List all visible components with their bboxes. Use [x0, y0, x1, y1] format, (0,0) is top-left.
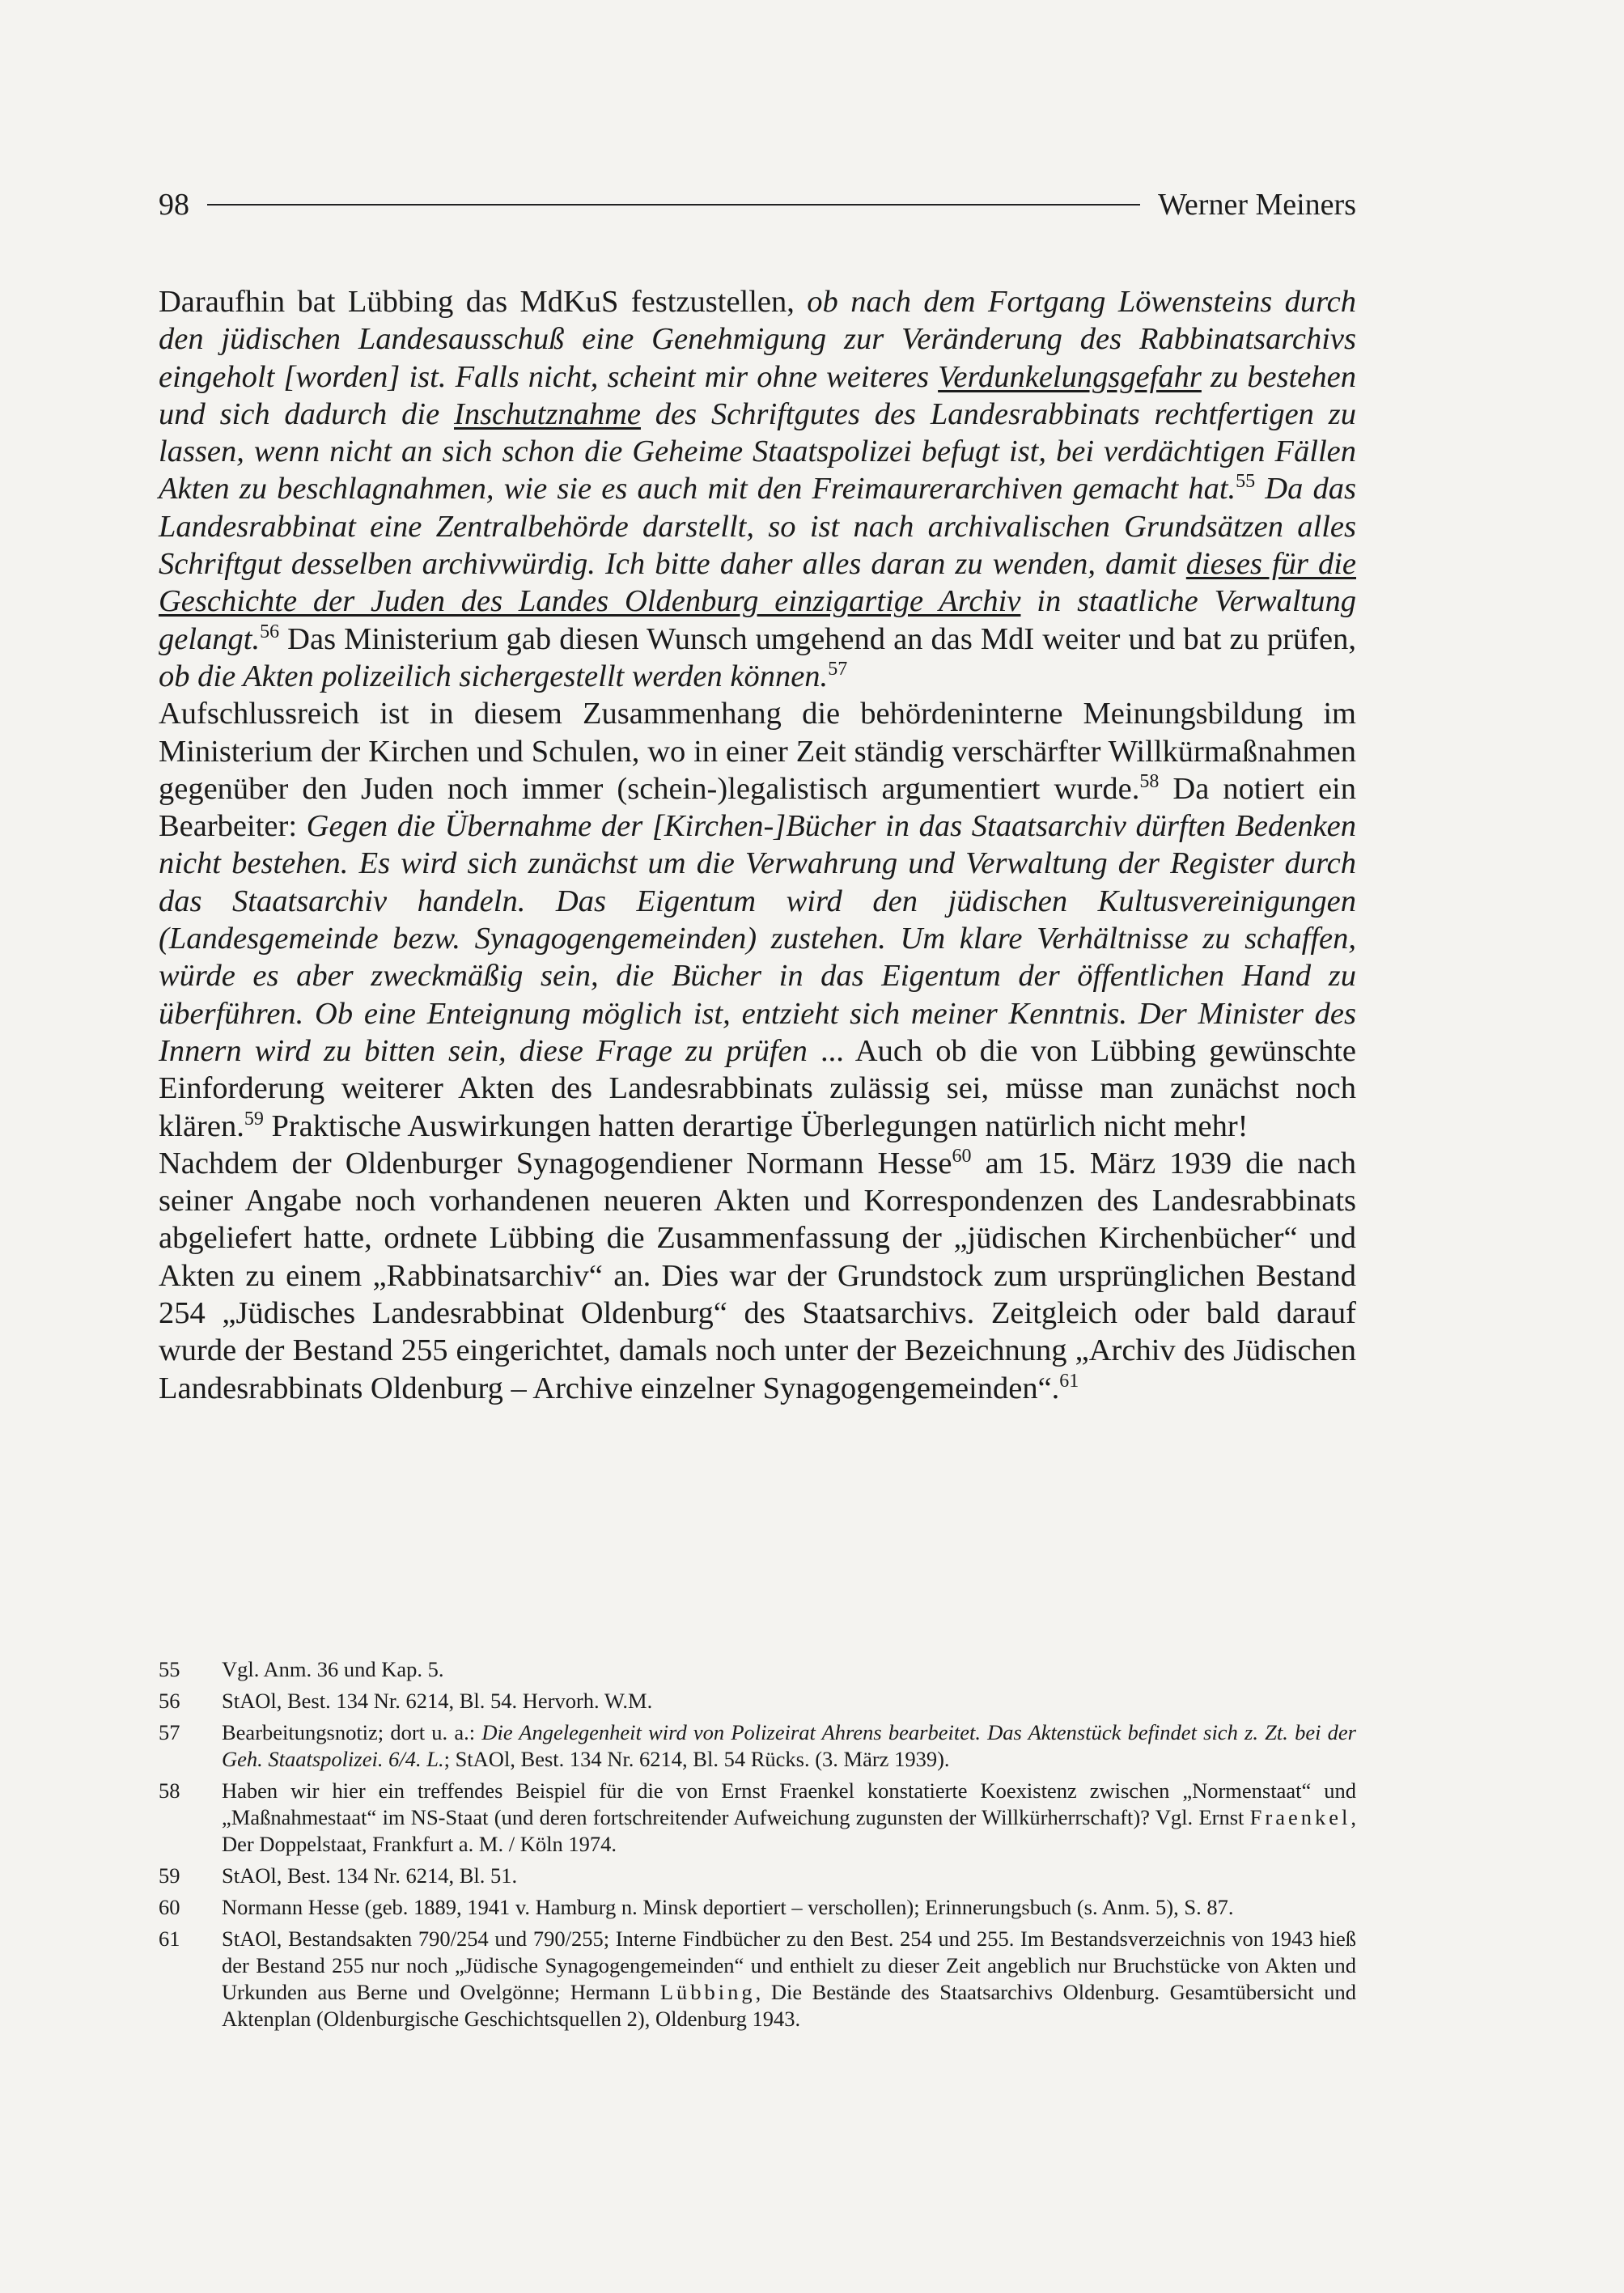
footnote-text: StAOl, Best. 134 Nr. 6214, Bl. 51. [222, 1863, 518, 1888]
quote-run: ob nach dem Fortgang Löwensteins durch den jüdischen Landesausschuß eine Genehmigung zur Veränderung des Rabbinatsarchivs eingeholt [worden] ist. Falls nicht, scheint mir ohne weiteres [159, 285, 1356, 394]
footnote-run: StAOl, Bestandsakten 790/254 und 790/255; Interne Findbücher zu den Best. 254 und 255. Im Bestandsverzeichnis von 1943 hieß der Bestand 255 nur noch „Jüdische Synagogengemeinden“ und enthielt zu dieser Zeit angeblich nur Bruchstücke von Akten und Urkunden aus Berne und Ovelgönne; Hermann [222, 1926, 1356, 2004]
footnote-text [222, 1719, 1356, 1773]
footnote-run: , Der Doppelstaat, Frankfurt a. M. / Köln 1974. [222, 1805, 1356, 1856]
text-run: Da notiert ein Bearbeiter: [159, 771, 1356, 844]
footnote-text: Normann Hesse (geb. 1889, 1941 v. Hamburg n. Minsk deportiert – verschollen); Erinnerungsbuch (s. Anm. 5), S. 87. [222, 1895, 1234, 1919]
footnote-number: 59 [159, 1863, 180, 1888]
quote-run: Gegen die Übernahme der [Kirchen-]Bücher in das Staatsarchiv dürften Bedenken nicht bestehen. Es wird sich zunächst um die Verwahrung und Verwaltung der Register durch das Staatsarchiv handeln. Das Eigentum wird den jüdischen Kultusvereinigungen (Landesgemeinde bezw. Synagogengemeinden) zustehen. Um klare Verhältnisse zu schaffen, würde es aber zweckmäßig sein, die Bücher in das Eigentum der öffentlichen Hand zu überführen. Ob eine Enteignung möglich ist, entzieht sich meiner Kenntnis. Der Minister des Innern wird zu bitten sein, diese Frage zu prüfen [159, 809, 1356, 1068]
text-run: am 15. März 1939 die nach seiner Angabe noch vorhandenen neueren Akten und Korrespondenzen des Landesrabbinats abgeliefert hatte, ordnete Lübbing die Zusammenfassung der „jüdischen Kirchenbücher“ und Akten zu einem „Rabbinatsarchiv“ an. Dies war der Grundstock zum ursprünglichen Bestand 254 „Jüdisches Landesrabbinat Oldenburg“ des Staatsarchivs. Zeitgleich oder bald darauf wurde der Bestand 255 eingerichtet, damals noch unter der Bezeichnung „Archiv des Jüdischen Landesrabbinats Oldenburg – Archive einzelner Synagogengemeinden“. [159, 1146, 1356, 1405]
footnote-58 [159, 1778, 1356, 1858]
text-run: Aufschlussreich ist in diesem Zusammenhang die behördeninterne Meinungsbildung im Ministerium der Kirchen und Schulen, wo in einer Zeit ständig verschärfter Willkürmaßnahmen gegenüber den Juden noch immer (schein-)legalistisch argumentiert wurde. [159, 697, 1356, 806]
footnote-55 [159, 1656, 1356, 1683]
footnote-run: ; StAOl, Best. 134 Nr. 6214, Bl. 54 Rücks. (3. März 1939). [443, 1747, 950, 1771]
footnote-number: 57 [159, 1720, 180, 1744]
footnote-quote: Die Angelegenheit wird von Polizeirat Ahrens bearbeitet. Das Aktenstück befindet sich z. Zt. bei der Geh. Staatspolizei. 6/4. L. [222, 1720, 1356, 1771]
footnote-number: 56 [159, 1689, 180, 1713]
footnote-ref-55: 55 [1236, 471, 1256, 493]
footnote-61 [159, 1926, 1356, 2032]
paragraph-1 [159, 283, 1356, 695]
page-header [159, 184, 1356, 225]
footnote-number: 60 [159, 1895, 180, 1919]
text-run: Nachdem der Oldenburger Synagogendiener Normann Hesse [159, 1146, 952, 1180]
author-name: Fraenkel [1249, 1805, 1351, 1829]
author-name: Lübbing [659, 1980, 756, 2004]
footnote-57 [159, 1719, 1356, 1773]
underlined-quote: Inschutznahme [454, 396, 641, 431]
paragraph-3 [159, 1145, 1356, 1407]
footnote-ref-58: 58 [1139, 771, 1160, 793]
header-rule [207, 204, 1140, 206]
footnote-59 [159, 1863, 1356, 1889]
footnote-ref-56: 56 [260, 621, 280, 642]
text-run: Daraufhin bat Lübbing das MdKuS festzustellen, [159, 285, 808, 319]
footnote-ref-60: 60 [952, 1146, 972, 1167]
underlined-quote: dieses für die Geschichte der Juden des Landes Oldenburg einzigartige Archiv [159, 547, 1356, 619]
footnote-number: 61 [159, 1926, 180, 1951]
footnote-text [222, 1926, 1356, 2032]
text-run: ... Auch ob die von Lübbing gewünschte Einforderung weiterer Akten des Landesrabbinats zulässig sei, müsse man zunächst noch klären. [159, 1033, 1356, 1143]
footnote-run: Haben wir hier ein treffendes Beispiel für die von Ernst Fraenkel konstatierte Koexistenz zwischen „Normenstaat“ und „Maßnahmestaat“ im NS-Staat (und deren fortschreitender Aufweichung zugunsten der Willkürherrschaft)? Vgl. Ernst [222, 1778, 1356, 1829]
footnotes [159, 1656, 1356, 2037]
quote-run: in staatliche Verwaltung gelangt. [159, 584, 1356, 656]
page-number: 98 [159, 188, 189, 222]
footnote-ref-57: 57 [828, 659, 848, 680]
footnote-run: , Die Bestände des Staatsarchivs Oldenburg. Gesamtübersicht und Aktenplan (Oldenburgische Geschichtsquellen 2), Oldenburg 1943. [222, 1980, 1356, 2031]
footnote-run: Bearbeitungsnotiz; dort u. a.: [222, 1720, 482, 1744]
main-text [159, 283, 1356, 1407]
running-head: Werner Meiners [1158, 188, 1356, 222]
footnote-ref-61: 61 [1059, 1370, 1079, 1392]
footnote-56 [159, 1688, 1356, 1714]
footnote-text: StAOl, Best. 134 Nr. 6214, Bl. 54. Hervorh. W.M. [222, 1689, 653, 1713]
footnote-text [222, 1778, 1356, 1858]
footnote-60 [159, 1894, 1356, 1921]
quote-run: des Schriftgutes des Landesrabbinats rechtfertigen zu lassen, wenn nicht an sich schon die Geheime Staatspolizei befugt ist, bei verdächtigen Fällen Akten zu beschlagnahmen, wie sie es auch mit den Freimaurerarchiven gemacht hat. [159, 396, 1356, 506]
text-run: Praktische Auswirkungen hatten derartige Überlegungen natürlich nicht mehr! [263, 1108, 1249, 1143]
text-run: Das Ministerium gab diesen Wunsch umgehend an das MdI weiter und bat zu prüfen, [279, 621, 1356, 656]
footnote-ref-59: 59 [244, 1108, 264, 1130]
footnote-number: 58 [159, 1778, 180, 1803]
quote-run: ob die Akten polizeilich sichergestellt werden können. [159, 659, 829, 693]
paragraph-2 [159, 695, 1356, 1145]
quote-run: zu bestehen und sich dadurch die [159, 359, 1356, 431]
quote-run: Da das Landesrabbinat eine Zentralbehörde darstellt, so ist nach archivalischen Grundsätzen alles Schriftgut desselben archivwürdig. Ich bitte daher alles daran zu wenden, damit [159, 472, 1356, 582]
underlined-quote: Verdunkelungsgefahr [938, 359, 1202, 394]
footnote-number: 55 [159, 1657, 180, 1681]
footnote-text: Vgl. Anm. 36 und Kap. 5. [222, 1657, 444, 1681]
